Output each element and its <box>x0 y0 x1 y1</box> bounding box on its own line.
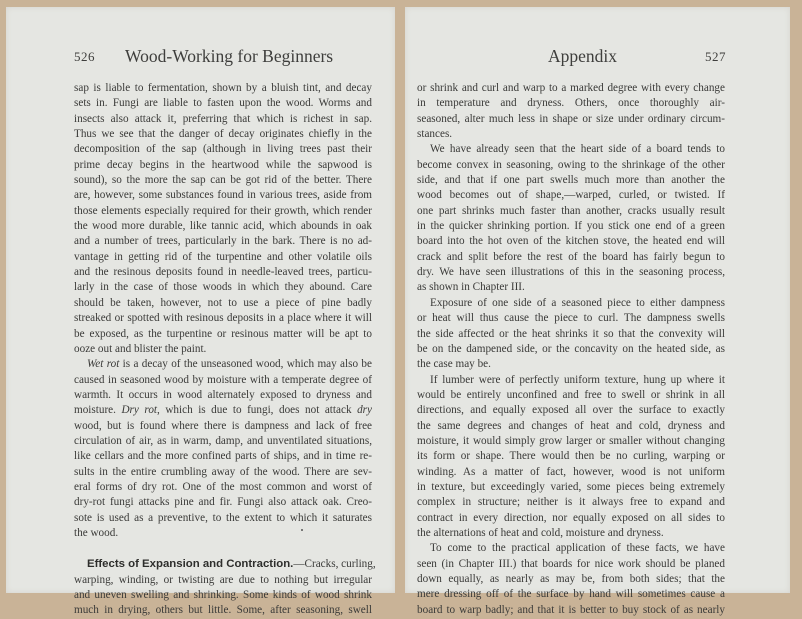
text-line: insects also attack it, preferring that which is richest in sap. <box>74 112 372 125</box>
text-run: —Cracks, curling, <box>293 558 376 571</box>
text-line: the same degrees and changes of heat and cold, dryness and <box>417 419 725 432</box>
text-line: and uneven swelling and shrinking. Some kinds of wood shrink <box>74 589 372 601</box>
text-line: side, and that if one part swells much more than another the <box>417 174 725 187</box>
page-number: 526 <box>74 49 95 64</box>
text-line: directions, and equally exposed all over the surface to exactly <box>417 404 725 417</box>
text-line: sap is liable to fermentation, shown by a bluish tint, and decay <box>74 82 372 94</box>
text-line: winding. As a matter of fact, however, wood is not uniform <box>417 465 725 478</box>
right-page <box>405 7 790 616</box>
right-body-text <box>417 81 725 618</box>
text-line: seasoned, alter much less in shape or size under ordinary circum- <box>417 112 725 125</box>
text-line: and the resinous deposits found in needle-leaved trees, particu- <box>74 266 372 279</box>
text-line: wood, but is found where there is dampness and lack of free <box>74 419 372 432</box>
italic-term: Wet rot <box>87 358 120 371</box>
text-line: are, however, some substances found in various trees, aside from <box>74 189 372 202</box>
text-line: Thus we see that the danger of decay originates chiefly in the <box>74 128 372 141</box>
page-number: 527 <box>705 49 726 64</box>
text-line: mere dressing off of the surface by hand will sometimes cause a <box>417 588 725 601</box>
text-line: in temperature and dryness. Others, once thoroughly air- <box>417 97 725 110</box>
text-line: sets in. Fungi are liable to fasten upon the wood. Worms and <box>74 97 372 110</box>
text-line: the case may be. <box>417 358 491 371</box>
text-line: contract in every direction, nor equally exposed on all sides to <box>417 511 725 524</box>
text-line: circulation of air, as in warm, damp, and unventilated situations, <box>74 434 372 447</box>
text-line: prime decay begins in the heartwood while the sapwood is <box>74 158 372 171</box>
text-line: To come to the practical application of these facts, we have <box>430 542 725 555</box>
paper-speck <box>301 529 303 531</box>
text-line: or shrink and curl and warp to a marked degree with every change <box>417 82 725 94</box>
text-line: wood becomes out of shape,—warped, curled, or twisted. If <box>417 189 725 202</box>
text-line: stances. <box>417 128 453 141</box>
text-line: seen (in Chapter III.) that boards for nice work should be planed <box>417 557 725 570</box>
text-line: much in drying, others but little. Some, after seasoning, swell <box>74 604 372 617</box>
text-line: decomposition of the sap (although in living trees past their <box>74 143 372 156</box>
text-line: its form or shape. There would then be no curling, warping or <box>417 450 725 463</box>
text-line: board to warp badly; and that it is better to buy stock of as nearly <box>417 603 725 616</box>
italic-term: Dry rot <box>121 404 158 417</box>
text-run: moisture. <box>74 404 122 417</box>
text-line: or heat will thus cause the piece to curl. The dampness swells <box>417 312 725 325</box>
text-line: streaked or spotted with resinous deposits in a place where it will <box>74 312 372 325</box>
text-line: in the quicker shrinking portion. If you stick one end of a green <box>417 220 725 233</box>
dry-rot-line <box>74 403 372 418</box>
running-head: Wood-Working for Beginners <box>125 46 334 66</box>
text-line: sults in the entire crumbling away of the wood. There are sev- <box>74 465 372 478</box>
text-line: would be entirely unconfined and free to swell or shrink in all <box>417 388 725 401</box>
section-gap <box>74 541 372 557</box>
text-line: eral forms of dry rot. One of the most common and worst of <box>74 480 372 493</box>
italic-term: dry <box>357 404 372 417</box>
text-line: complex in structure; neither is it always free to expand and <box>417 496 725 509</box>
text-line: become convex in seasoning, owing to the shrinkage of the other <box>417 158 725 171</box>
text-line: Exposure of one side of a seasoned piece to either dampness <box>430 296 725 309</box>
text-line: be on the dampened side, or the concavity on the heated side, as <box>417 342 725 355</box>
wet-rot-line <box>74 357 372 372</box>
text-line: the wood. <box>74 526 119 539</box>
text-line: those elements especially required for their growth, which render <box>74 204 372 217</box>
text-line: like cellars and the more confined parts of ships, and in time re- <box>74 450 372 463</box>
section-heading: Effects of Expansion and Contraction. <box>87 558 294 571</box>
left-body-text <box>74 81 376 619</box>
text-line: If lumber were of perfectly uniform texture, hung up where it <box>430 373 725 386</box>
text-line: in texture, but exceedingly varied, some pieces being extremely <box>417 480 725 493</box>
text-run: , which is due to fungi, does not attack <box>157 404 358 417</box>
text-line: and a number of trees, particularly in the bark. There is no ad- <box>74 235 372 248</box>
text-line: one part shrinks much faster than another, cracks usually result <box>417 204 725 217</box>
text-line: We have already seen that the heart side of a board tends to <box>430 143 725 156</box>
running-head: Appendix <box>548 46 618 66</box>
text-line: moisture, it would simply grow larger or smaller without changing <box>417 434 725 447</box>
text-line: ooze out and blister the paint. <box>74 342 207 355</box>
text-line: as shown in Chapter III. <box>417 281 525 294</box>
text-run: is a decay of the unseasoned wood, which may also be <box>119 358 372 371</box>
text-line: warping, winding, or twisting are due to nothing but irregular <box>74 573 372 586</box>
section-heading-line <box>74 557 376 572</box>
text-line: the side affected or the heat shrinks it so that the convexity will <box>417 327 725 340</box>
text-line: warmth. It occurs in wood alternately exposed to dryness and <box>74 388 372 401</box>
text-line: the alternations of heat and cold, moisture and dryness. <box>417 526 664 539</box>
text-line: the wood more durable, like tannic acid, which abounds in oak <box>74 220 372 233</box>
text-line: down equally, as nearly as may be, from both sides; that the <box>417 573 725 585</box>
text-line: should be taken, however, not to use a piece of pine badly <box>74 296 372 309</box>
left-page <box>6 7 395 617</box>
text-line: sote is used as a preventive, to the extent to which it saturates <box>74 511 372 524</box>
text-line: board into the hot oven of the kitchen stove, the heated end will <box>417 235 725 248</box>
text-line: caused in seasoned wood by moisture with a temperate degree of <box>74 373 372 386</box>
text-line: dry-rot fungi attacks pine and fir. Fungi also attack oak. Creo- <box>74 496 372 509</box>
text-line: vantage in getting rid of the turpentine and other volatile oils <box>74 250 372 263</box>
text-line: crack and split before the rest of the board has fairly begun to <box>417 250 725 263</box>
text-line: sound), so the more the sap can be got rid of the better. There <box>74 174 372 187</box>
text-line: be exposed, as the turpentine or resinous matter will be apt to <box>74 327 372 340</box>
text-line: dry. We have seen illustrations of this in the seasoning process, <box>417 266 725 279</box>
text-line: larly in the case of those woods in which they abound. Care <box>74 281 372 294</box>
